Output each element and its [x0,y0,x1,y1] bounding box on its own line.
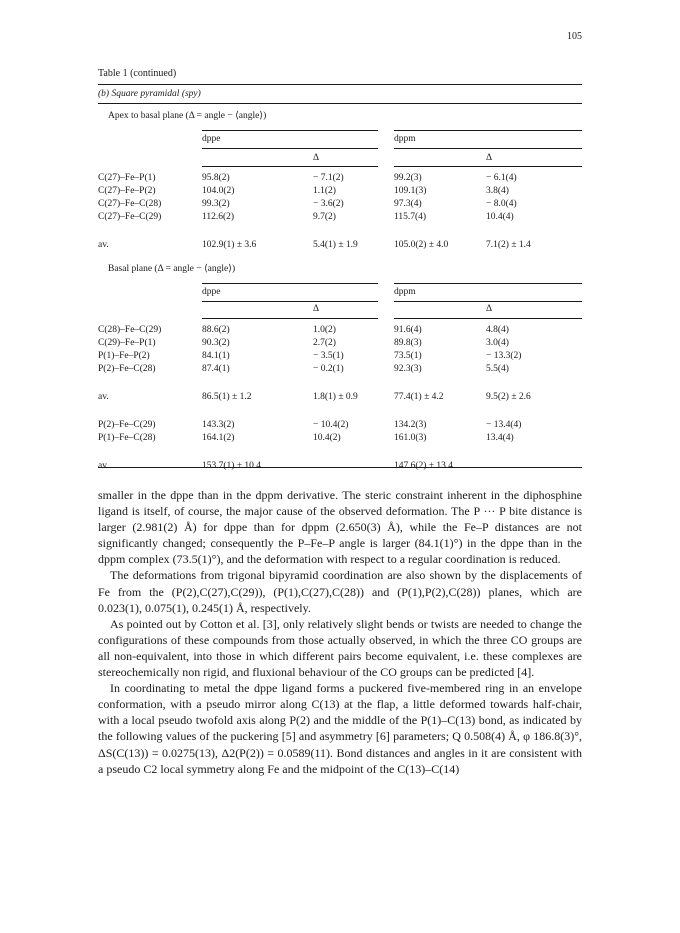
dppm-header-top-rule [394,130,582,131]
cell-dppm: 97.3(4) [394,199,422,209]
table-basal [98,325,582,474]
col-header-dppm: dppm [394,134,416,144]
cell-dppm-delta: 3.8(4) [486,186,509,196]
cell-dppm: 147.6(2) ± 13.4 [394,461,454,471]
cell-angle: P(2)–Fe–C(29) [98,420,156,430]
cell-dppe-delta: 1.0(2) [313,325,336,335]
cell-dppm: 105.0(2) ± 4.0 [394,240,449,250]
cell-dppe-delta: 5.4(1) ± 1.9 [313,240,358,250]
cell-dppm-delta: 13.4(4) [486,433,514,443]
cell-dppm-delta: 3.0(4) [486,338,509,348]
cell-dppe-delta: − 7.1(2) [313,173,344,183]
section-title-apex: Apex to basal plane (Δ = angle − ⟨angle⟩) [108,111,267,121]
table-row [98,338,582,351]
dppm-header-bottom-rule [394,318,582,319]
cell-dppe: 95.8(2) [202,173,230,183]
table-row [98,199,582,212]
dppe-header-top-rule [202,283,378,284]
dppe-header-mid-rule [202,148,378,149]
cell-dppe-delta: 2.7(2) [313,338,336,348]
cell-dppm-delta: 10.4(4) [486,212,514,222]
paragraph: As pointed out by Cotton et al. [3], only relatively slight bends or twists are needed to change the configurations of these compounds from those actually observed, in which the three CO groups are all non-equivalent, into those in which different pairs become equivalent, i.e. these complexes are stereochemically non rigid, and fluxional behaviour of the CO groups can be predicted [4]. [98,616,582,680]
table-row [98,364,582,377]
delta-header-dppm: Δ [486,304,493,314]
dppm-header-mid-rule [394,301,582,302]
table-caption: Table 1 (continued) [98,68,177,79]
cell-dppm: 99.2(3) [394,173,422,183]
cell-angle: P(1)–Fe–P(2) [98,351,150,361]
cell-dppe-delta: − 0.2(1) [313,364,344,374]
cell-angle: av. [98,392,109,402]
dppe-header-bottom-rule [202,166,378,167]
cell-dppe: 87.4(1) [202,364,230,374]
paragraph: smaller in the dppe than in the dppm derivative. The steric constraint inherent in the diphosphine ligand is itself, of course, the major cause of the observed deformation. The P ··· P bite distance is larger (2.981(2) Å) for dppe than for dppm (2.650(3) Å), while the Fe–P distances are not significantly changed; consequently the P–Fe–P angle is larger (84.1(1)°) in the dppe than in the dppm complex (73.5(1)°), and the deformation with respect to a regular coordination is reduced. [98,488,582,567]
table-row [98,433,582,446]
cell-angle: C(29)–Fe–P(1) [98,338,156,348]
table-row [98,420,582,433]
cell-angle: C(27)–Fe–P(1) [98,173,156,183]
dppe-header-mid-rule [202,301,378,302]
cell-dppe-delta: 10.4(2) [313,433,341,443]
cell-dppe: 112.6(2) [202,212,235,222]
col-header-dppe: dppe [202,287,221,297]
cell-dppm: 161.0(3) [394,433,427,443]
cell-dppm: 109.1(3) [394,186,427,196]
delta-header-dppe: Δ [313,304,320,314]
cell-angle: C(27)–Fe–C(28) [98,199,162,209]
cell-dppe: 99.3(2) [202,199,230,209]
page-number: 105 [567,31,582,42]
cell-dppm-delta: 4.8(4) [486,325,509,335]
dppe-header-bottom-rule [202,318,378,319]
dppe-header-top-rule [202,130,378,131]
cell-dppm: 73.5(1) [394,351,422,361]
table-row [98,186,582,199]
table-row [98,325,582,338]
cell-angle: C(27)–Fe–C(29) [98,212,162,222]
section-title-basal: Basal plane (Δ = angle − ⟨angle⟩) [108,264,236,274]
cell-dppm-delta: 7.1(2) ± 1.4 [486,240,531,250]
cell-angle: P(1)–Fe–C(28) [98,433,156,443]
col-header-dppm: dppm [394,287,416,297]
cell-dppe: 153.7(1) ± 10.4 [202,461,262,471]
cell-dppm: 89.8(3) [394,338,422,348]
cell-dppe-delta: − 3.6(2) [313,199,344,209]
paragraph: The deformations from trigonal bipyramid coordination are also shown by the displacements of Fe from the (P(2),C(27),C(29)), (P(1),C(27),C(28)) and (P(1),P(2),C(28)) planes, which are 0.023(1), 0.075(1), 0.245(1) Å, respectively. [98,568,582,615]
cell-angle: av. [98,461,109,471]
delta-header-dppm: Δ [486,153,493,163]
cell-dppe-delta: 9.7(2) [313,212,336,222]
cell-dppm: 91.6(4) [394,325,422,335]
col-header-dppe: dppe [202,134,221,144]
cell-dppm-delta: − 13.4(4) [486,420,522,430]
cell-dppe: 84.1(1) [202,351,230,361]
cell-dppm: 115.7(4) [394,212,427,222]
table-subhead: (b) Square pyramidal (spy) [98,89,201,99]
body-text [98,487,582,777]
table-apex [98,173,582,253]
cell-dppe: 104.0(2) [202,186,235,196]
subhead-rule [98,103,582,104]
cell-dppm-delta: 5.5(4) [486,364,509,374]
paragraph: In coordinating to metal the dppe ligand forms a puckered five-membered ring in an envelope conformation, with a pseudo mirror along C(13) at the flap, a little deformed towards half-chair, with a local pseudo twofold axis along P(2) and the middle of the P(1)–C(13) bond, as indicated by the following values of the puckering [5] and asymmetry [6] parameters; Q 0.508(4) Å, φ 186.8(3)°, ΔS(C(13)) = 0.0275(13), Δ2(P(2)) = 0.0589(11). Bond distances and angles in it are consistent with a pseudo C2 local symmetry along Fe and the midpoint of the C(13)–C(14) [98,681,582,776]
cell-angle: av. [98,240,109,250]
cell-dppe: 102.9(1) ± 3.6 [202,240,257,250]
cell-dppm: 134.2(3) [394,420,427,430]
cell-dppe-delta: − 10.4(2) [313,420,349,430]
dppm-header-top-rule [394,283,582,284]
cell-dppe-delta: 1.8(1) ± 0.9 [313,392,358,402]
delta-header-dppe: Δ [313,153,320,163]
cell-dppm-delta: − 8.0(4) [486,199,517,209]
cell-dppm: 92.3(3) [394,364,422,374]
cell-angle: C(28)–Fe–C(29) [98,325,162,335]
table-row [98,173,582,186]
cell-dppe: 86.5(1) ± 1.2 [202,392,252,402]
cell-dppe-delta: − 3.5(1) [313,351,344,361]
cell-dppe: 90.3(2) [202,338,230,348]
cell-dppe-delta: 1.1(2) [313,186,336,196]
table-top-rule [98,84,582,85]
cell-dppe: 164.1(2) [202,433,235,443]
table-row-average [98,240,582,253]
dppm-header-bottom-rule [394,166,582,167]
cell-dppm-delta: − 6.1(4) [486,173,517,183]
cell-dppe: 143.3(2) [202,420,235,430]
cell-angle: C(27)–Fe–P(2) [98,186,156,196]
cell-dppm-delta: 9.5(2) ± 2.6 [486,392,531,402]
table-row [98,351,582,364]
cell-angle: P(2)–Fe–C(28) [98,364,156,374]
dppm-header-mid-rule [394,148,582,149]
cell-dppe: 88.6(2) [202,325,230,335]
table-bottom-rule [98,467,582,468]
cell-dppm-delta: − 13.3(2) [486,351,522,361]
table-row [98,212,582,225]
table-row-average [98,392,582,405]
cell-dppm: 77.4(1) ± 4.2 [394,392,444,402]
